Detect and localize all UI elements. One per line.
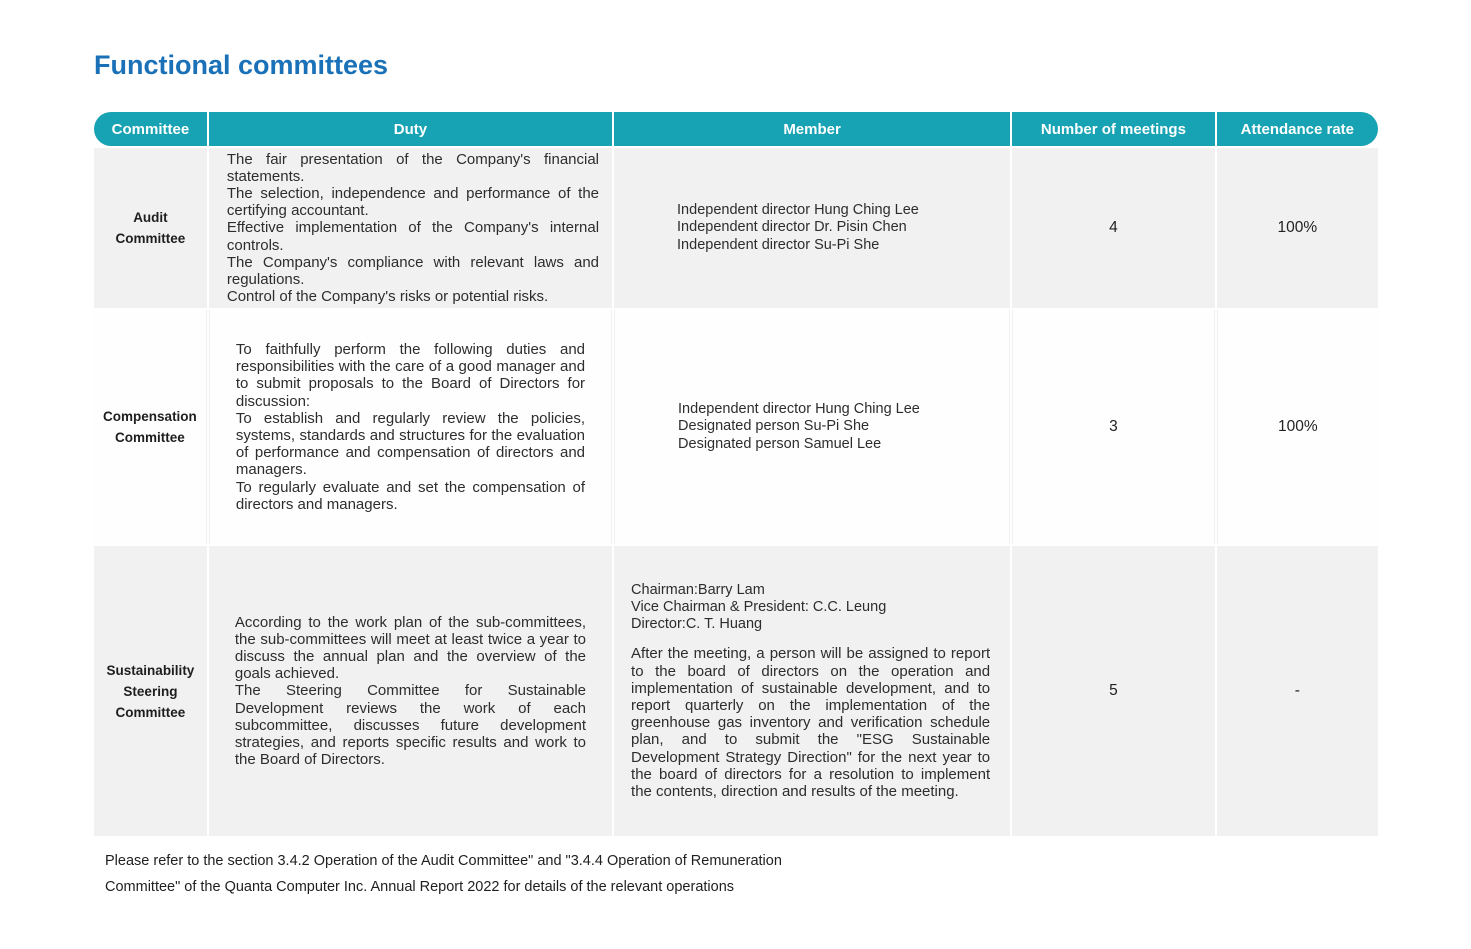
member-list [614,148,1010,308]
footnote-line-1: Please refer to the section 3.4.2 Operation of the Audit Committee" and "3.4.4 Operation of Remuneration [105,853,782,869]
text-line: Designated person Samuel Lee [678,435,882,452]
meetings-count: 4 [1012,148,1215,308]
paragraph: After the meeting, a person will be assigned to report to the board of directors on the operation and implementation of sustainable development, and to report quarterly on the implementation of the greenhouse gas inventory and verification schedule plan, and to submit the "ESG Sustainable Development Strategy Direction" for the next year to the board of directors for a resolution to implement the contents, direction and results of the meeting. [631,645,991,801]
table-row-audit-committee [94,148,1378,308]
footnote-line-2: Committee" of the Quanta Computer Inc. Annual Report 2022 for details of the relevant operations [105,879,735,895]
meetings-count: 3 [1012,310,1215,544]
table-header-row [94,112,1378,146]
text-line: Independent director Dr. Pisin Chen [677,219,907,236]
text-line: Designated person Su-Pi She [678,418,870,435]
duty-text [209,546,612,836]
attendance-rate: 100% [1217,310,1378,544]
paragraph: The Company's compliance with relevant laws and regulations. [226,253,600,288]
committee-name [94,310,207,544]
paragraph: To regularly evaluate and set the compensation of directors and managers. [235,478,586,513]
text-line: Committee [115,430,185,445]
paragraph: Control of the Company's risks or potential risks. [226,288,549,306]
text-line: Compensation [103,409,197,424]
text-line: Independent director Su-Pi She [677,236,880,253]
meetings-count: 5 [1012,546,1215,836]
page-title: Functional committees [94,50,389,80]
duty-text [209,148,612,308]
text-line: Sustainability [106,662,195,678]
member-list [614,546,1010,836]
paragraph: To faithfully perform the following duties and responsibilities with the care of a good manager and to submit proposals to the Board of Directors for discussion: [235,340,586,410]
text-line: Audit [133,210,168,225]
text-line: Steering [123,683,178,699]
duty-text [209,310,612,544]
functional-committees-table [92,110,1380,838]
text-line: Committee [115,231,186,246]
text-line: Independent director Hung Ching Lee [678,401,920,418]
member-notes [631,645,990,800]
text-line: Chairman:Barry Lam [631,581,765,598]
text-line: Committee [115,704,186,720]
column-header-meetings: Number of meetings [1012,112,1215,146]
attendance-rate: - [1217,546,1378,836]
paragraph: To establish and regularly review the policies, systems, standards and structures for the evaluation of performance and compensation of directors and managers. [235,409,586,479]
paragraph: The selection, independence and performance of the certifying accountant. [226,184,600,220]
table-row-sustainability-steering-committee [94,546,1378,836]
column-header-duty: Duty [209,112,612,146]
member-names [631,582,990,634]
paragraph: Effective implementation of the Company's internal controls. [226,219,600,254]
paragraph: According to the work plan of the sub-committees, the sub-committees will meet at least twice a year to discuss the annual plan and the overview of the goals achieved. [234,613,587,683]
text-line: Director:C. T. Huang [631,616,763,633]
paragraph: The Steering Committee for Sustainable Development reviews the work of each subcommittee, discusses future development strategies, and reports specific results and work to the Board of Directors. [234,682,587,769]
table-row-compensation-committee [94,310,1378,544]
member-names [677,202,990,254]
member-names [678,401,989,453]
column-header-member: Member [614,112,1010,146]
text-line: Vice Chairman & President: C.C. Leung [631,598,887,615]
column-header-attendance: Attendance rate [1217,112,1378,146]
committee-name [94,148,207,308]
committee-name [94,546,207,836]
column-header-committee: Committee [94,112,207,146]
member-list [614,310,1010,544]
paragraph: The fair presentation of the Company's financial statements. [226,150,600,185]
text-line: Independent director Hung Ching Lee [677,202,919,219]
attendance-rate: 100% [1217,148,1378,308]
